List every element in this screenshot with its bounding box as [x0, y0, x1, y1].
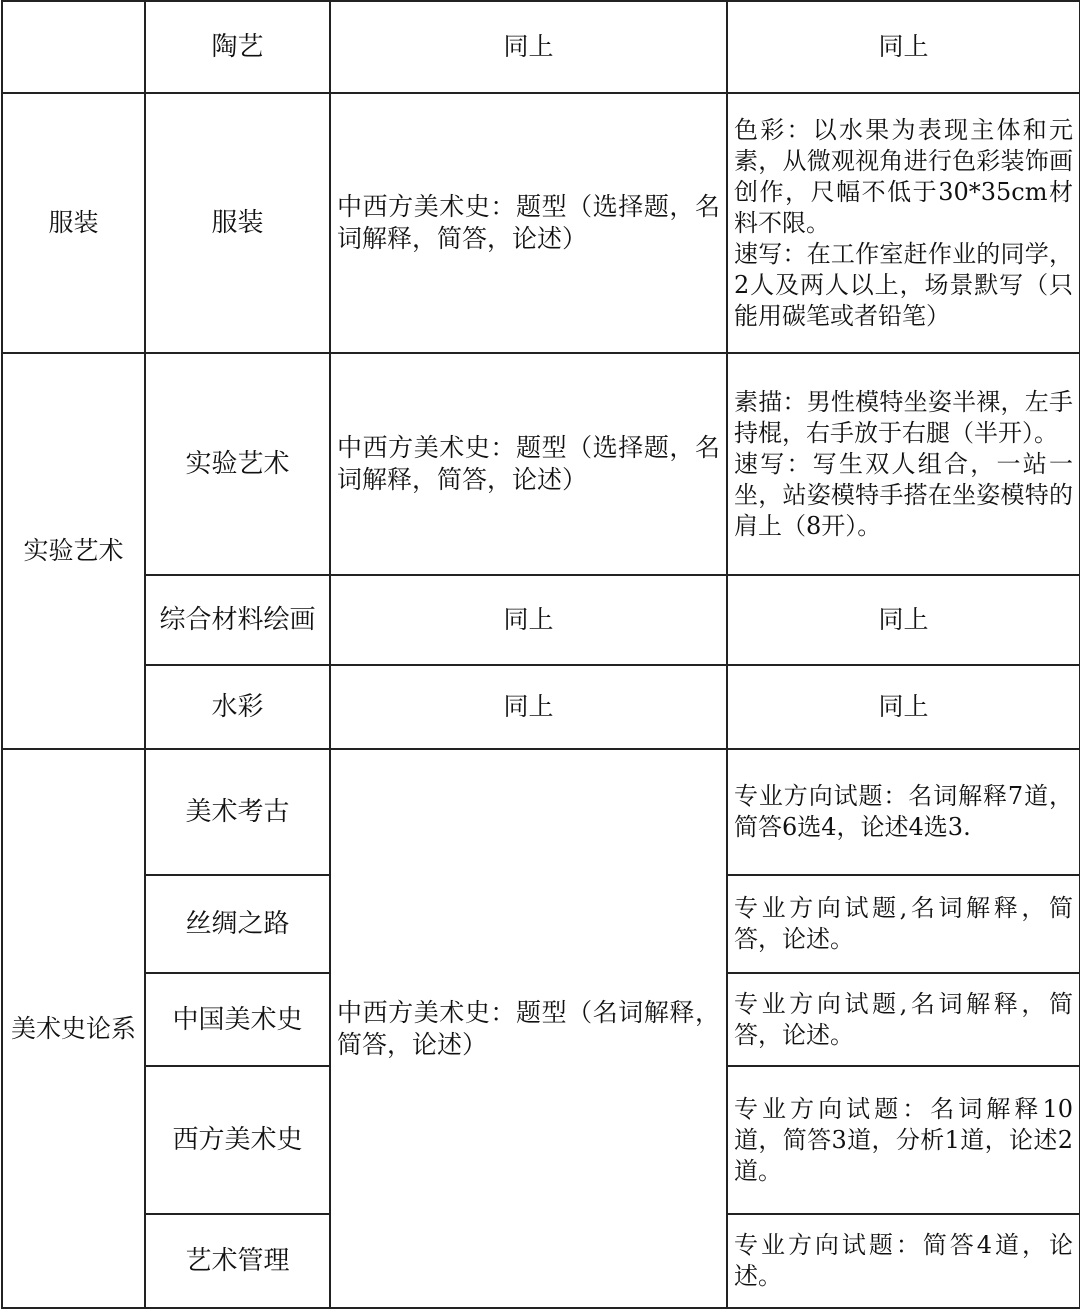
practice-exam-cell: 专业方向试题：名词解释10道，简答3道，分析1道，论述2道。: [727, 1066, 1080, 1214]
theory-exam-cell: 同上: [330, 1, 727, 93]
major-cell: 水彩: [145, 665, 330, 749]
department-cell: 实验艺术: [2, 353, 145, 749]
table-row: [2, 749, 1080, 875]
theory-exam-cell: 中西方美术史：题型（选择题，名词解释，简答，论述）: [330, 93, 727, 353]
practice-exam-cell: 同上: [727, 575, 1080, 665]
practice-exam-cell: 专业方向试题,名词解释，简答，论述。: [727, 875, 1080, 973]
department-cell: 美术史论系: [2, 749, 145, 1308]
major-cell: 西方美术史: [145, 1066, 330, 1214]
practice-exam-cell: 同上: [727, 665, 1080, 749]
theory-exam-cell: 中西方美术史：题型（选择题，名词解释，简答，论述）: [330, 353, 727, 575]
table-row: [2, 93, 1080, 353]
theory-exam-cell: 中西方美术史：题型（名词解释，简答，论述）: [330, 749, 727, 1308]
practice-exam-cell: 专业方向试题,名词解释，简答，论述。: [727, 973, 1080, 1066]
major-cell: 美术考古: [145, 749, 330, 875]
major-cell: 丝绸之路: [145, 875, 330, 973]
table-row: [2, 1, 1080, 93]
practice-exam-cell: 色彩：以水果为表现主体和元素，从微观视角进行色彩装饰画创作，尺幅不低于30*35cm材料不限。 速写：在工作室赶作业的同学，2人及两人以上，场景默写（只能用碳笔或者铅笔）: [727, 93, 1080, 353]
practice-exam-cell: 专业方向试题：名词解释7道，简答6选4，论述4选3.: [727, 749, 1080, 875]
practice-exam-cell: 素描：男性模特坐姿半裸，左手持棍，右手放于右腿（半开）。 速写：写生双人组合，一站一坐，站姿模特手搭在坐姿模特的肩上（8开）。: [727, 353, 1080, 575]
practice-exam-cell: 专业方向试题：简答4道，论述。: [727, 1214, 1080, 1308]
theory-exam-cell: 同上: [330, 575, 727, 665]
department-cell: [2, 1, 145, 93]
practice-exam-cell: 同上: [727, 1, 1080, 93]
table-row: [2, 575, 1080, 665]
major-cell: 艺术管理: [145, 1214, 330, 1308]
table-row: [2, 353, 1080, 575]
theory-exam-cell: 同上: [330, 665, 727, 749]
department-cell: 服装: [2, 93, 145, 353]
table-row: [2, 665, 1080, 749]
major-cell: 实验艺术: [145, 353, 330, 575]
exam-table: [1, 0, 1080, 1309]
major-cell: 中国美术史: [145, 973, 330, 1066]
major-cell: 陶艺: [145, 1, 330, 93]
major-cell: 服装: [145, 93, 330, 353]
major-cell: 综合材料绘画: [145, 575, 330, 665]
